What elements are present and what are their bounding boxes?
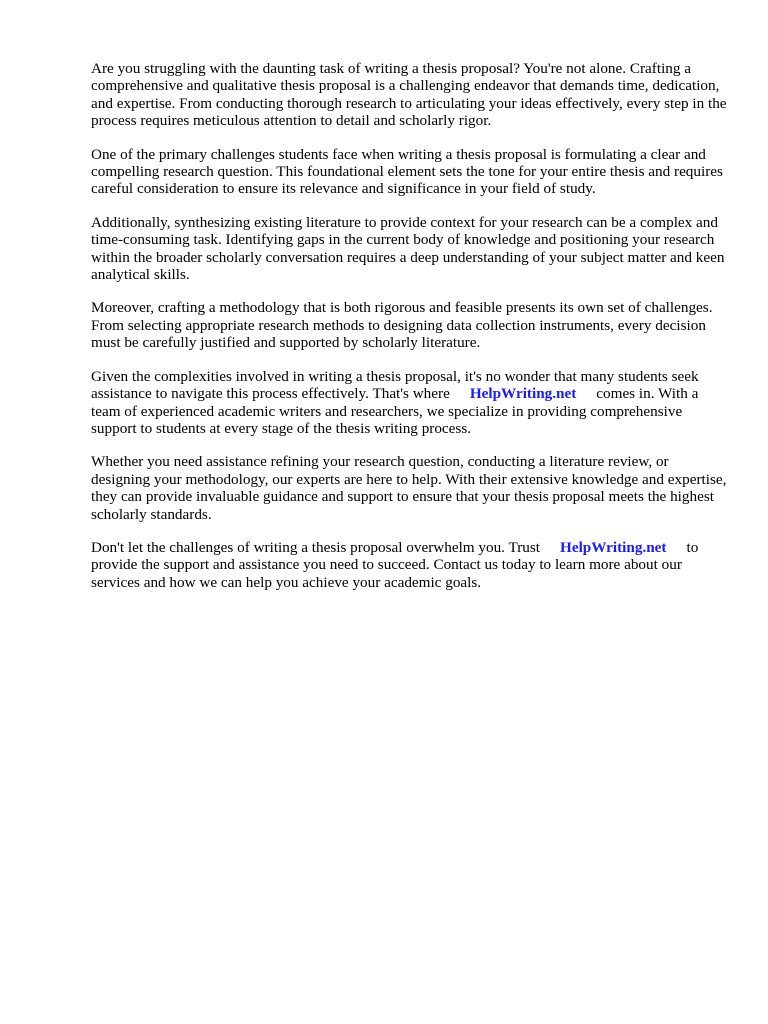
paragraph-closing-text-before: Don't let the challenges of writing a thesis proposal overwhelm you. Trust — [91, 538, 541, 556]
paragraph-assistance-text-before: Given the complexities involved in writing a thesis proposal, it's no wonder that many students seek assistance to navigate this process effectively. That's where — [91, 367, 699, 403]
paragraph-closing-text-after: to provide the support and assistance you need to succeed. Contact us today to learn more about our services and how we can help you achieve your academic goals. — [91, 538, 699, 591]
helpwriting-link-1[interactable]: HelpWriting.net — [469, 385, 577, 403]
paragraph-intro: Are you struggling with the daunting task of writing a thesis proposal? You're not alone. Crafting a comprehensive and qualitative thesis proposal is a challenging endeavor that demands time, dedication, and expertise. From conducting thorough research to articulating your ideas effectively, every step in the process requires meticulous attention to detail and scholarly rigor. — [91, 60, 727, 130]
paragraph-experts: Whether you need assistance refining your research question, conducting a literature review, or designing your methodology, our experts are here to help. With their extensive knowledge and expertise, they can provide invaluable guidance and support to ensure that your thesis proposal meets the highest scholarly standards. — [91, 453, 727, 523]
helpwriting-link-2[interactable]: HelpWriting.net — [560, 538, 667, 556]
paragraph-methodology: Moreover, crafting a methodology that is both rigorous and feasible presents its own set of challenges. From selecting appropriate research methods to designing data collection instruments, every decision must be carefully justified and supported by scholarly literature. — [91, 299, 713, 352]
document-body — [91, 60, 731, 607]
paragraph-assistance — [91, 368, 731, 438]
paragraph-research-question: One of the primary challenges students face when writing a thesis proposal is formulating a clear and compelling research question. This foundational element sets the tone for your entire thesis and requires careful consideration to ensure its relevance and significance in your field of study. — [91, 145, 723, 198]
paragraph-literature: Additionally, synthesizing existing literature to provide context for your research can be a complex and time-consuming task. Identifying gaps in the current body of knowledge and positioning your research within the broader scholarly conversation requires a deep understanding of your subject matter and keen analytical skills. — [91, 213, 725, 284]
paragraph-closing — [91, 539, 731, 591]
paragraph-assistance-text-after: comes in. With a team of experienced academic writers and researchers, we specialize in providing comprehensive support to students at every stage of the thesis writing process. — [91, 385, 699, 437]
